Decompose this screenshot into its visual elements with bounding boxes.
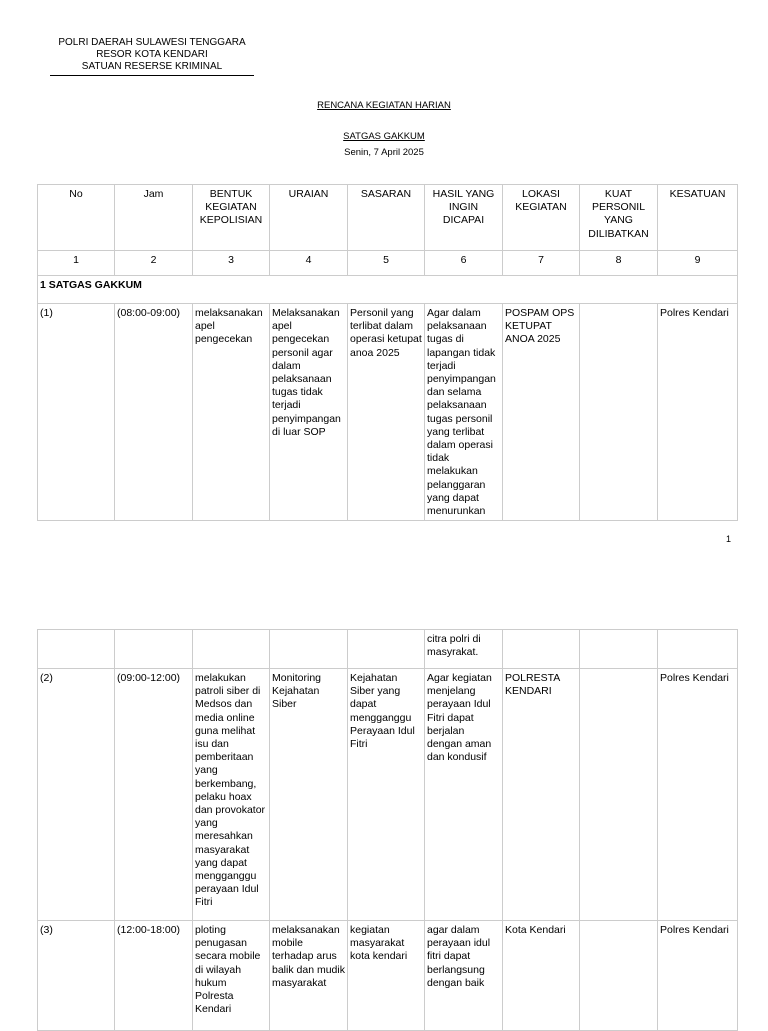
cell-bentuk: melaksanakan apel pengecekan [193, 304, 270, 521]
cell-personil [580, 921, 658, 1031]
cell-sasaran: kegiatan masyarakat kota kendari [348, 921, 425, 1031]
document-subtitle: SATGAS GAKKUM [343, 131, 425, 142]
cell-jam: (12:00-18:00) [115, 921, 193, 1031]
header-jam: Jam [115, 185, 193, 251]
cell-hasil: citra polri di masyrakat. [425, 630, 503, 669]
column-number-row [38, 251, 738, 276]
activity-table-continued [37, 629, 738, 1031]
header-bentuk-kegiatan: BENTUK KEGIATAN KEPOLISIAN [193, 185, 270, 251]
cell-uraian: Melaksanakan apel pengecekan personil agar dalam pelaksanaan tugas tidak terjadi penyimpangan di luar SOP [270, 304, 348, 521]
document-date: Senin, 7 April 2025 [344, 147, 424, 158]
cell-jam: (08:00-09:00) [115, 304, 193, 521]
cell-bentuk [193, 630, 270, 669]
cell-uraian: melaksanakan mobile terhadap arus balik dan mudik masyarakat [270, 921, 348, 1031]
document-title: RENCANA KEGIATAN HARIAN [317, 100, 451, 111]
cell-hasil: agar dalam perayaan idul fitri dapat berlangsung dengan baik [425, 921, 503, 1031]
header-lokasi: LOKASI KEGIATAN [503, 185, 580, 251]
cell-jam: (09:00-12:00) [115, 669, 193, 921]
cell-bentuk: melakukan patroli siber di Medsos dan media online guna melihat isu dan pemberitaan yang berkembang, pelaku hoax dan provokator yang meresahkan masyarakat yang dapat mengganggu perayaan Idul Fitri [193, 669, 270, 921]
cell-personil [580, 669, 658, 921]
activity-table [37, 184, 738, 521]
cell-personil [580, 304, 658, 521]
column-number: 9 [658, 251, 738, 276]
cell-lokasi: POSPAM OPS KETUPAT ANOA 2025 [503, 304, 580, 521]
cell-kesatuan [658, 630, 738, 669]
table-row [38, 630, 738, 669]
section-row [38, 276, 738, 304]
cell-kesatuan: Polres Kendari [658, 921, 738, 1031]
cell-no: (3) [38, 921, 115, 1031]
cell-hasil: Agar kegiatan menjelang perayaan Idul Fitri dapat berjalan dengan aman dan kondusif [425, 669, 503, 921]
cell-lokasi: POLRESTA KENDARI [503, 669, 580, 921]
cell-kesatuan: Polres Kendari [658, 669, 738, 921]
cell-sasaran [348, 630, 425, 669]
cell-no [38, 630, 115, 669]
letterhead [50, 37, 254, 76]
cell-personil [580, 630, 658, 669]
page-number: 1 [726, 534, 732, 544]
cell-bentuk: ploting penugasan secara mobile di wilayah hukum Polresta Kendari [193, 921, 270, 1031]
column-number: 8 [580, 251, 658, 276]
cell-no: (1) [38, 304, 115, 521]
column-number: 7 [503, 251, 580, 276]
column-number: 6 [425, 251, 503, 276]
column-number: 5 [348, 251, 425, 276]
letterhead-rule [50, 75, 254, 76]
header-kesatuan: KESATUAN [658, 185, 738, 251]
table-row [38, 921, 738, 1031]
cell-hasil: Agar dalam pelaksanaan tugas di lapangan tidak terjadi penyimpangan dan selama pelaksanaan tugas personil yang terlibat dalam operasi tidak melakukan pelanggaran yang dapat menurunkan [425, 304, 503, 521]
header-no: No [38, 185, 115, 251]
column-number: 1 [38, 251, 115, 276]
table-row [38, 669, 738, 921]
table-row [38, 304, 738, 521]
header-kuat-personil: KUAT PERSONIL YANG DILIBATKAN [580, 185, 658, 251]
cell-uraian [270, 630, 348, 669]
header-uraian: URAIAN [270, 185, 348, 251]
letterhead-line-3: SATUAN RESERSE KRIMINAL [81, 61, 223, 72]
section-title: 1 SATGAS GAKKUM [38, 276, 738, 304]
header-sasaran: SASARAN [348, 185, 425, 251]
table-header-row [38, 185, 738, 251]
cell-no: (2) [38, 669, 115, 921]
cell-jam [115, 630, 193, 669]
letterhead-line-1: POLRI DAERAH SULAWESI TENGGARA [58, 37, 246, 48]
cell-uraian: Monitoring Kejahatan Siber [270, 669, 348, 921]
cell-kesatuan: Polres Kendari [658, 304, 738, 521]
column-number: 3 [193, 251, 270, 276]
column-number: 2 [115, 251, 193, 276]
cell-lokasi: Kota Kendari [503, 921, 580, 1031]
letterhead-line-2: RESOR KOTA KENDARI [96, 49, 208, 60]
cell-sasaran: Personil yang terlibat dalam operasi ketupat anoa 2025 [348, 304, 425, 521]
header-hasil: HASIL YANG INGIN DICAPAI [425, 185, 503, 251]
column-number: 4 [270, 251, 348, 276]
cell-lokasi [503, 630, 580, 669]
cell-sasaran: Kejahatan Siber yang dapat mengganggu Perayaan Idul Fitri [348, 669, 425, 921]
